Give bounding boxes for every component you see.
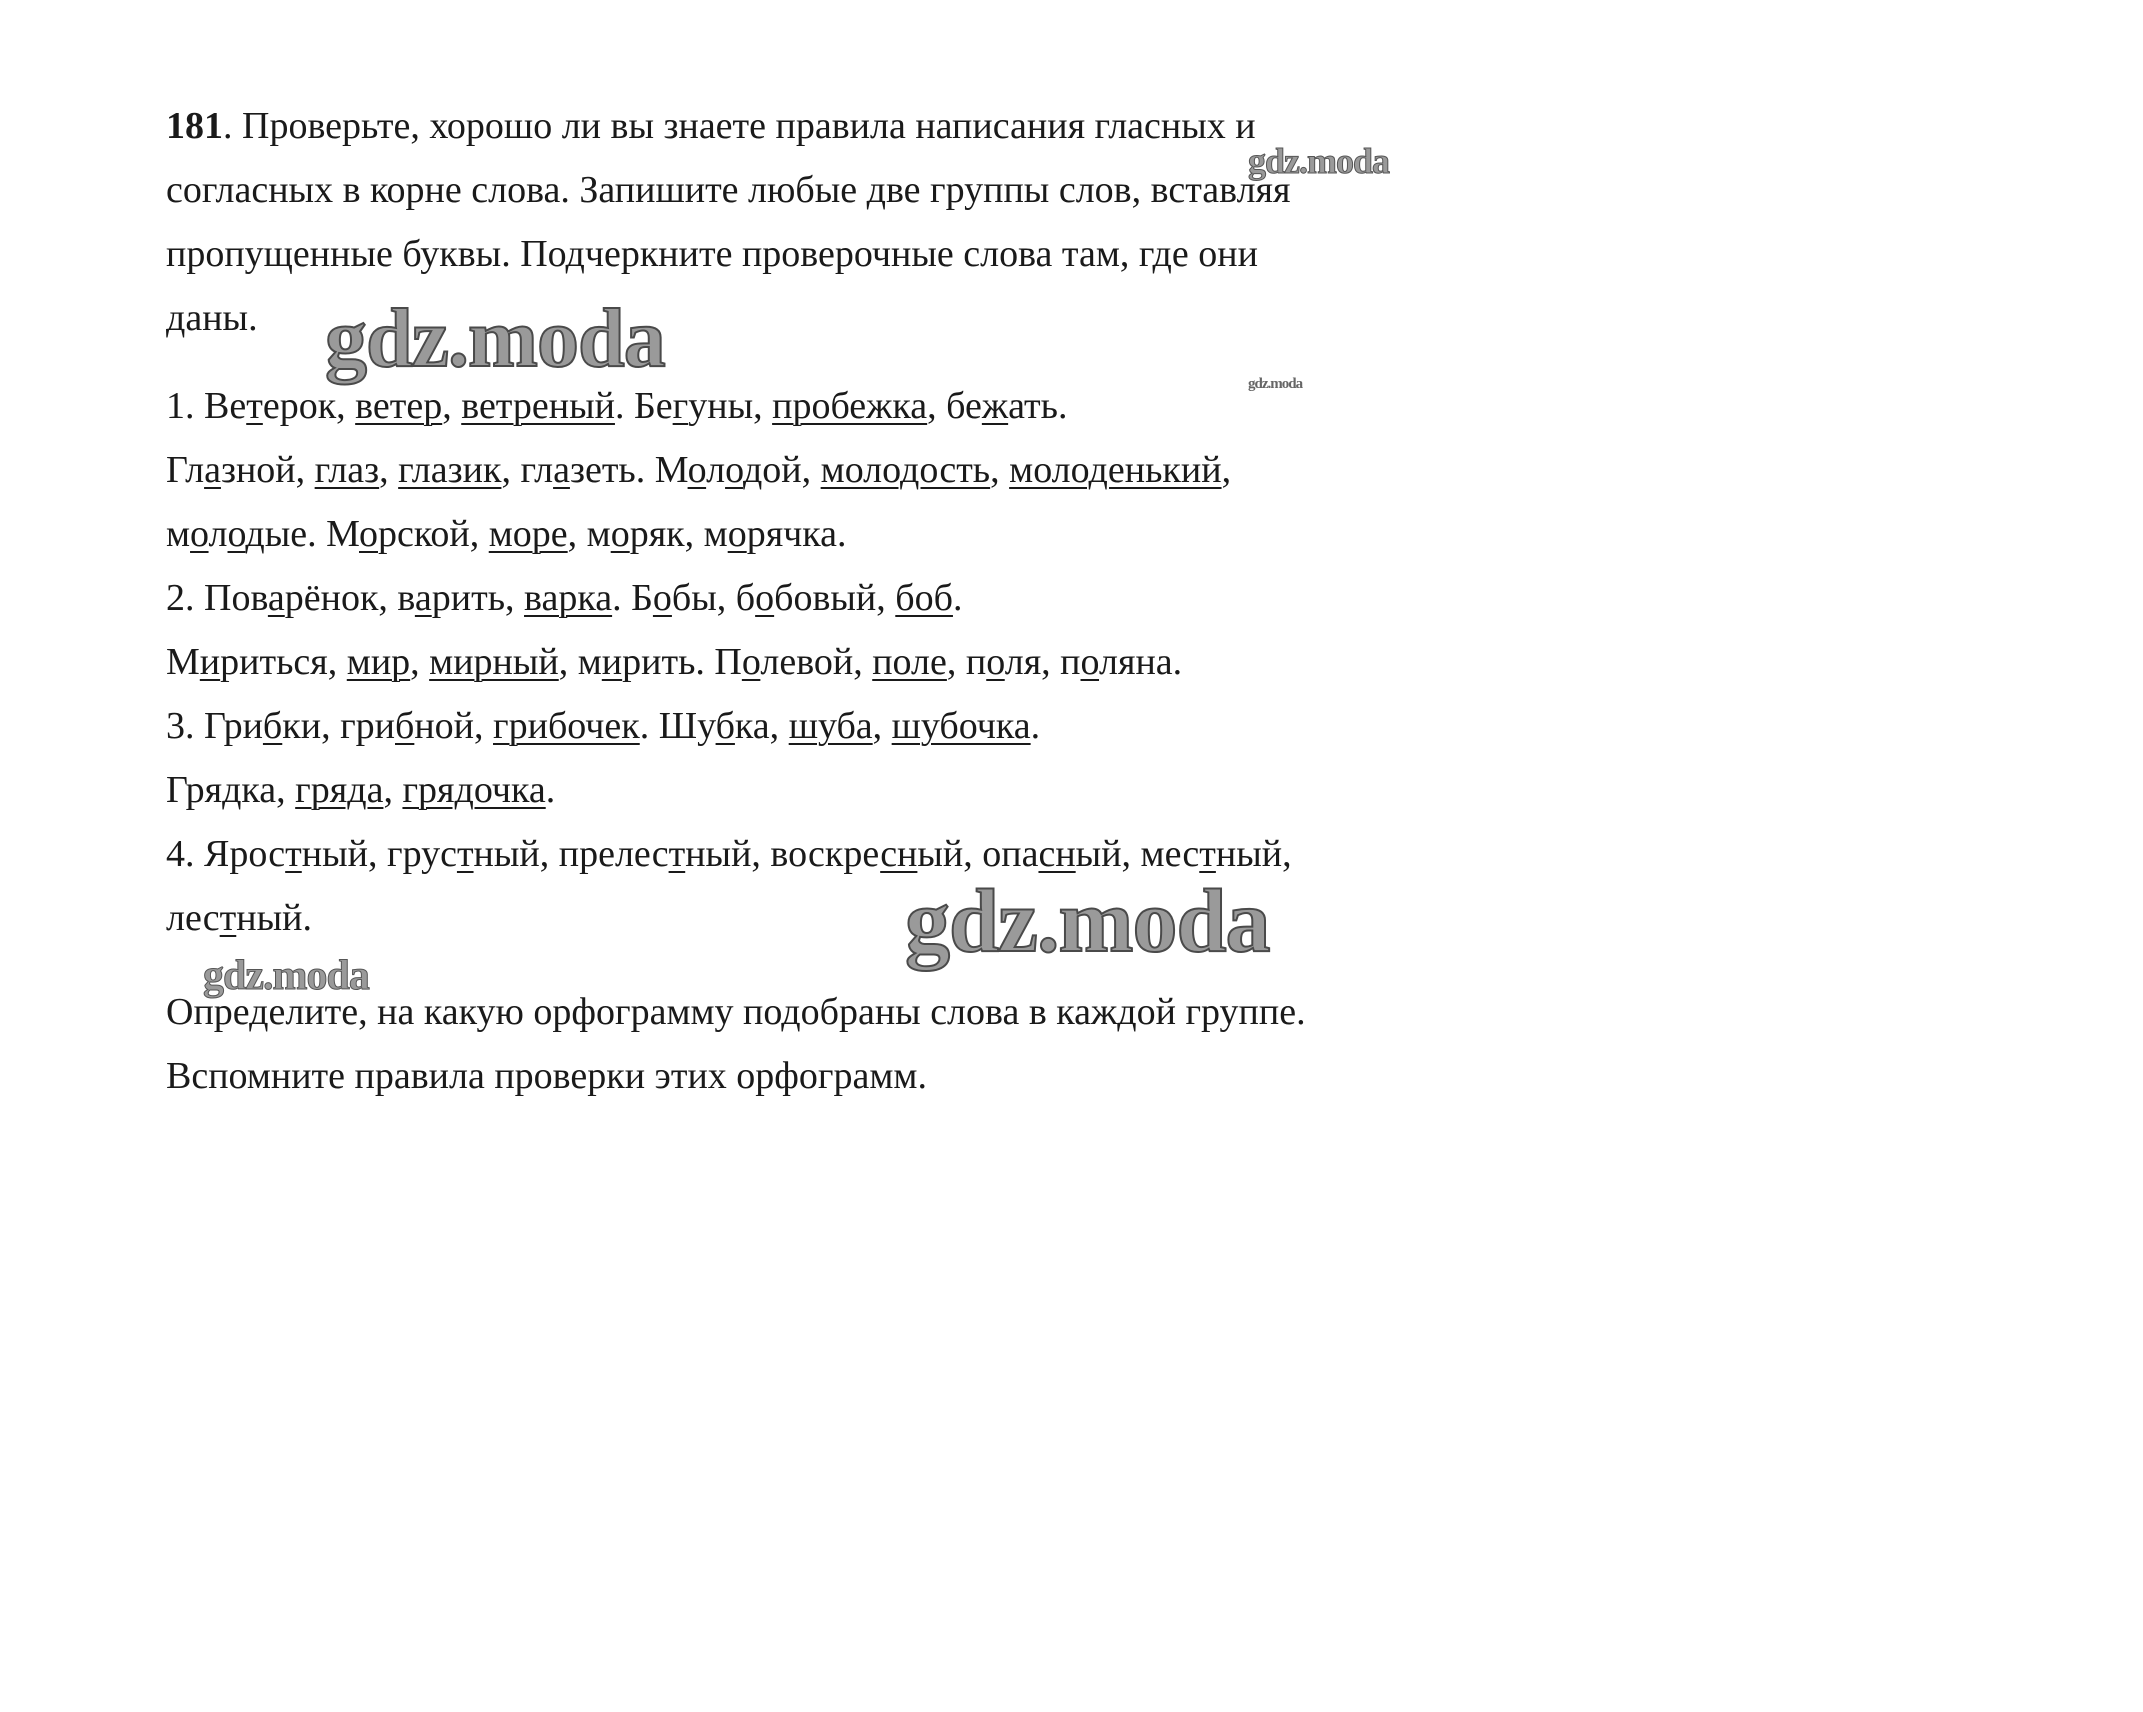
underlined-segment: а <box>553 449 570 491</box>
text-segment: ки, гри <box>282 705 395 747</box>
task-text: . Проверьте, хорошо ли вы знаете правила написания гласных и <box>223 105 1256 147</box>
underlined-segment: о <box>725 449 743 491</box>
underlined-segment: гряда <box>295 769 384 811</box>
text-segment: бы, б <box>671 577 756 619</box>
underlined-segment: шубочка <box>891 705 1031 747</box>
underlined-segment: шуба <box>788 705 873 747</box>
text-segment: ный, <box>1215 833 1292 875</box>
underlined-segment: о <box>227 513 246 555</box>
text-segment: ый, мес <box>1075 833 1200 875</box>
text-segment: ый, опа <box>917 833 1039 875</box>
watermark-logo: gdz.moda <box>1248 141 1390 181</box>
text-segment: , м <box>558 641 602 683</box>
text-segment: ной, <box>414 705 494 747</box>
watermark-logo: gdz.moda <box>1248 376 1303 392</box>
text-segment: рить. П <box>622 641 742 683</box>
text-segment: рской, <box>378 513 489 555</box>
answer-line <box>166 639 1182 685</box>
underlined-segment: т <box>456 833 474 875</box>
text-segment: лес <box>166 897 220 939</box>
text-segment: рить, <box>431 577 525 619</box>
underlined-segment: о <box>652 577 672 619</box>
answer-line <box>166 575 962 621</box>
underlined-segment: молоденький <box>1009 449 1222 491</box>
underlined-segment: д <box>222 769 242 811</box>
text-segment: ля, п <box>1004 641 1081 683</box>
text-segment: бовый, <box>774 577 896 619</box>
task-line-4: даны. <box>166 297 258 339</box>
text-segment: . Шу <box>639 705 716 747</box>
underlined-segment: глазик <box>398 449 502 491</box>
underlined-segment: б <box>395 705 415 747</box>
underlined-segment: ж <box>981 385 1009 427</box>
underlined-segment: т <box>219 897 237 939</box>
underlined-segment: грядочка <box>402 769 546 811</box>
text-segment: . <box>545 769 556 811</box>
watermark-logo: gdz.moda <box>905 872 1270 971</box>
answer-line <box>166 703 1040 749</box>
text-segment: , <box>442 385 462 427</box>
footer-line-1: Определите, на какую орфограмму подобраны слова в каждой группе. <box>166 991 1306 1033</box>
underlined-segment: т <box>1199 833 1216 875</box>
text-segment: л <box>706 449 726 491</box>
text-segment: , <box>1221 449 1232 491</box>
text-segment: М <box>166 641 200 683</box>
underlined-segment: а <box>204 449 221 491</box>
text-segment: уны, <box>688 385 773 427</box>
text-segment: дые. М <box>245 513 359 555</box>
task-line-2: согласных в корне слова. Запишите любые две группы слов, вставляя <box>166 169 1291 211</box>
underlined-segment: б <box>715 705 735 747</box>
text-segment: ный, прелес <box>473 833 669 875</box>
text-segment: . Бе <box>614 385 673 427</box>
text-segment: риться, <box>220 641 347 683</box>
text-segment: 4. Ярос <box>166 833 286 875</box>
underlined-segment: варка <box>524 577 613 619</box>
text-segment: ряк, м <box>629 513 728 555</box>
text-segment: , <box>379 449 399 491</box>
underlined-segment: о <box>727 513 747 555</box>
underlined-segment: ветер <box>355 385 443 427</box>
underlined-segment: о <box>755 577 775 619</box>
text-segment: м <box>166 513 191 555</box>
text-segment: левой, <box>760 641 873 683</box>
watermark-logo: gdz.moda <box>325 292 665 385</box>
underlined-segment: а <box>414 577 432 619</box>
text-segment: рёнок, в <box>284 577 415 619</box>
text-segment: . Б <box>612 577 653 619</box>
text-segment: , м <box>567 513 611 555</box>
text-segment: ный, воскре <box>685 833 881 875</box>
footer-line-2: Вспомните правила проверки этих орфограмм. <box>166 1055 927 1097</box>
text-segment: 3. Гри <box>166 705 263 747</box>
text-segment: , <box>410 641 430 683</box>
text-segment: ать. <box>1008 385 1068 427</box>
underlined-segment: т <box>668 833 686 875</box>
text-segment: зеть. М <box>569 449 688 491</box>
text-segment: ляна. <box>1099 641 1183 683</box>
underlined-segment: о <box>986 641 1005 683</box>
task-line-3: пропущенные буквы. Подчеркните проверочные слова там, где они <box>166 233 1258 275</box>
text-segment: ерок, <box>262 385 356 427</box>
text-segment: 2. Пов <box>166 577 268 619</box>
underlined-segment: молодость <box>820 449 991 491</box>
underlined-segment: а <box>267 577 285 619</box>
text-segment: 1. Ве <box>166 385 247 427</box>
text-segment: ный, грус <box>301 833 457 875</box>
underlined-segment: ветреный <box>461 385 615 427</box>
underlined-segment: о <box>687 449 707 491</box>
underlined-segment: пробежка <box>772 385 928 427</box>
text-segment: . <box>952 577 963 619</box>
text-segment: Гл <box>166 449 205 491</box>
answer-line <box>166 895 312 941</box>
text-segment: , гл <box>501 449 554 491</box>
answer-line <box>166 767 555 813</box>
text-segment: , <box>990 449 1010 491</box>
task-number: 181 <box>166 105 223 147</box>
text-segment: зной, <box>220 449 315 491</box>
text-segment: , <box>383 769 403 811</box>
text-segment: ка, <box>734 705 789 747</box>
underlined-segment: мир <box>346 641 411 683</box>
underlined-segment: г <box>672 385 689 427</box>
text-segment: ный. <box>236 897 312 939</box>
task-line-1 <box>166 103 1256 149</box>
answer-line <box>166 511 847 557</box>
underlined-segment: т <box>246 385 263 427</box>
underlined-segment: боб <box>895 577 953 619</box>
underlined-segment: сн <box>1038 833 1076 875</box>
text-segment: . <box>1030 705 1041 747</box>
text-segment: , <box>872 705 892 747</box>
underlined-segment: и <box>601 641 623 683</box>
underlined-segment: сн <box>880 833 918 875</box>
text-segment: , бе <box>927 385 982 427</box>
text-segment: ка, <box>241 769 296 811</box>
underlined-segment: грибочек <box>493 705 640 747</box>
underlined-segment: море <box>488 513 568 555</box>
underlined-segment: и <box>199 641 221 683</box>
underlined-segment: о <box>1080 641 1100 683</box>
answer-line <box>166 447 1231 493</box>
underlined-segment: о <box>190 513 209 555</box>
text-segment: рячка. <box>746 513 847 555</box>
watermark-logo: gdz.moda <box>203 953 369 999</box>
underlined-segment: глаз <box>314 449 380 491</box>
text-segment: л <box>208 513 228 555</box>
underlined-segment: мирный <box>429 641 559 683</box>
underlined-segment: б <box>262 705 283 747</box>
text-segment: Гря <box>166 769 223 811</box>
underlined-segment: о <box>741 641 761 683</box>
underlined-segment: поле <box>872 641 947 683</box>
underlined-segment: т <box>285 833 302 875</box>
text-segment: дой, <box>742 449 821 491</box>
underlined-segment: о <box>359 513 378 555</box>
answer-line <box>166 383 1067 429</box>
text-segment: , п <box>946 641 987 683</box>
underlined-segment: о <box>610 513 630 555</box>
